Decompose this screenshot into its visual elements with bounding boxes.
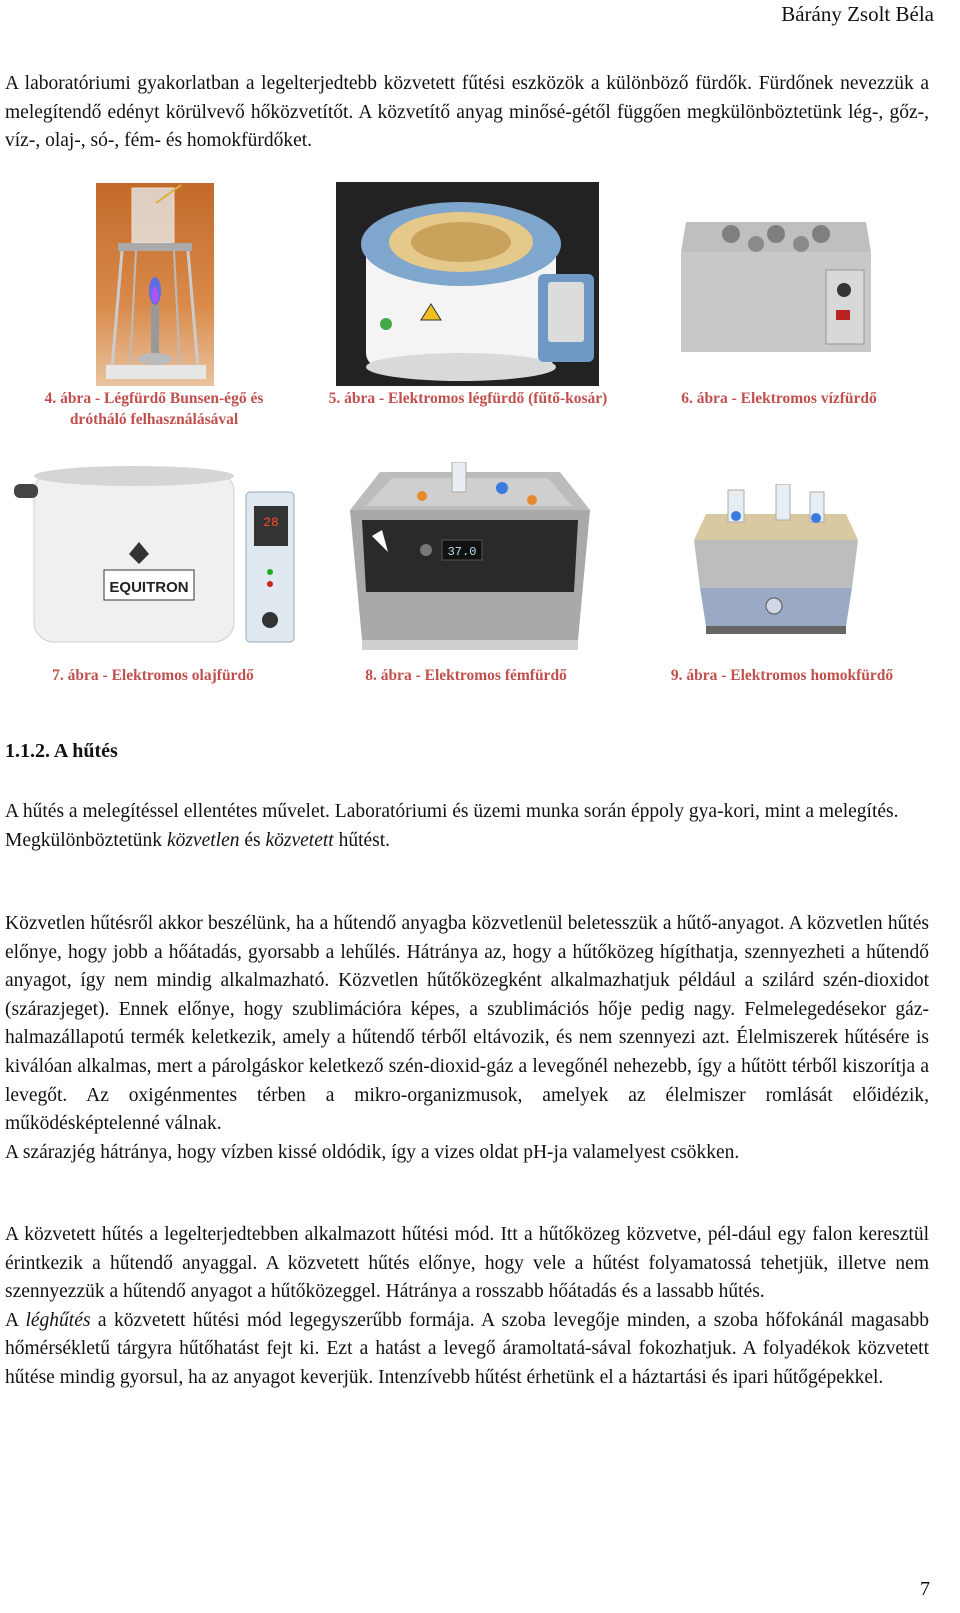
section-heading: 1.1.2. A hűtés xyxy=(5,740,118,762)
figure-9-caption: 9. ábra - Elektromos homokfürdő xyxy=(670,667,894,684)
metal-bath-display: 37.0 xyxy=(447,545,477,559)
figure-5-caption: 5. ábra - Elektromos légfürdő (fűtő-kosár) xyxy=(328,390,608,407)
figure-5-image xyxy=(336,182,599,386)
figure-8-caption: 8. ábra - Elektromos fémfürdő xyxy=(365,667,567,684)
text-run: A xyxy=(5,1309,26,1331)
text-run: hűtést. xyxy=(333,829,391,851)
figure-4-caption: 4. ábra - Légfürdő Bunsen-égő és drótháló felhasználásával xyxy=(44,390,264,428)
intro-paragraph xyxy=(5,70,929,156)
paragraph-4-text xyxy=(5,1307,929,1393)
oil-bath-brand-label: EQUITRON xyxy=(109,579,189,596)
figure-7-image xyxy=(14,460,296,660)
emphasis-kozvetett: közvetett xyxy=(265,829,334,851)
paragraph-2-text: Közvetlen hűtésről akkor beszélünk, ha a hűtendő anyagba közvetlenül beletesszük a hűtő-anyagot. A közvetlen hűtés előnye, hogy jobb a hőátadás, gyorsabb a lehűlés. Hátránya az, hogy a hűtőközeg hígíthatja, szennyezheti a hűtendő anyagot, így nem mindig alkalmazható. Közvetlen hűtőközegként alkalmazhatjuk például a szilárd szén-dioxidot (szárazjeget). Ennek előnye, hogy szublimációra képes, a szublimációs hője pedig nagy. Felmelegedésekor gáz-halmazállapotú termék keletkezik, amely a hűtendő térből eltávozik, és nem szennyezi azt. Élelmiszerek hűtésére is kiválóan alkalmas, mert a párolgáskor keletkező szén-dioxid-gáz a levegőnél nehezebb, így a hűtött térből kiszorítja a levegőt. Az oxigénmentes térben a mikro-organizmusok, amelyek az élelmiszer romlását előidézik, működésképtelenné válnak. xyxy=(5,913,929,1135)
paragraph-1-line-b xyxy=(5,827,929,856)
figure-6-caption: 6. ábra - Elektromos vízfürdő xyxy=(681,390,877,407)
emphasis-leghutes: léghűtés xyxy=(25,1309,91,1331)
paragraph-1 xyxy=(5,798,929,855)
paragraph-3 xyxy=(5,1221,929,1393)
text-run: a közvetett hűtési mód legegyszerűbb formája. A szoba levegője minden, a szoba hőfokánál magasabb hőmérsékletű tárgyra hűtőhatást fejt ki. Ezt a hatást a levegő áramoltatá-sával fokozhatjuk. A folyadékok közvetett hűtése mindig gyorsul, ha az anyagot keverjük. Intenzívebb hűtést érhetünk el a háztartási és ipari hűtőgépekkel. xyxy=(5,1309,929,1388)
emphasis-kozvetlen: közvetlen xyxy=(166,829,240,851)
text-run: és xyxy=(239,829,266,851)
page-header-author: Bárány Zsolt Béla xyxy=(781,2,934,26)
paragraph-1-line-a: A hűtés a melegítéssel ellentétes művelet. Laboratóriumi és üzemi munka során éppoly gya-kori, mint a melegítés. xyxy=(5,801,899,822)
paragraph-2-continuation: A szárazjég hátránya, hogy vízben kissé oldódik, így a vizes oldat pH-ja valamelyest csökken. xyxy=(5,1141,740,1163)
page-number: 7 xyxy=(920,1578,930,1600)
figure-9-image xyxy=(688,484,864,644)
figure-4-image xyxy=(96,183,214,386)
intro-text: A laboratóriumi gyakorlatban a legelterjedtebb közvetett fűtési eszközök a különböző fürdők. Fürdőnek nevezzük a melegítendő edényt körülvevő hőközvetítőt. A közvetítő anyag minősé-gétől függően megkülönböztetünk lég-, gőz-, víz-, olaj-, só-, fém- és homokfürdőket. xyxy=(5,73,929,152)
figure-6-image xyxy=(676,212,876,362)
figure-8-image xyxy=(342,462,594,664)
paragraph-3-text: A közvetett hűtés a legelterjedtebben alkalmazott hűtési mód. Itt a hűtőközeg közvetve, pél-dául egy falon keresztül érintkezik a hűtendő anyaggal. A közvetett hűtés előnye, hogy vele a hűtést folyamatossá tehetjük, illetve nem szennyezzük a hűtendő anyagot a hűtőközeggel. Hátránya a rosszabb hőátadás és a lassabb hűtés. xyxy=(5,1224,929,1303)
oil-bath-display: 28 xyxy=(263,515,279,530)
figure-7-caption: 7. ábra - Elektromos olajfürdő xyxy=(52,667,254,684)
text-run: Megkülönböztetünk xyxy=(5,829,167,851)
paragraph-2 xyxy=(5,910,929,1167)
